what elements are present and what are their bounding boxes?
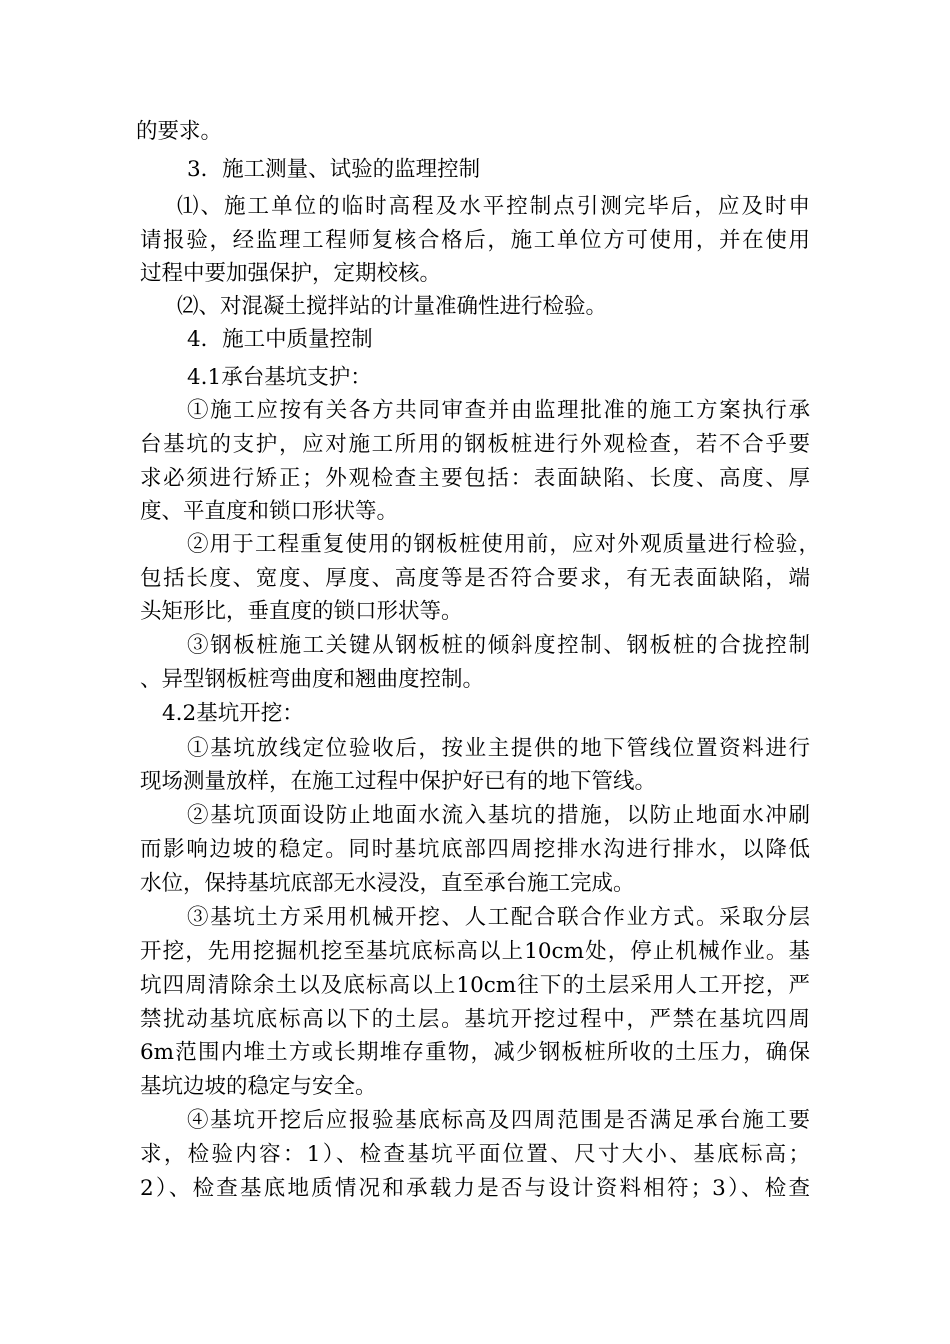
text-line: ①基坑放线定位验收后，按业主提供的地下管线位置资料进行: [187, 736, 810, 761]
text-line: ①施工应按有关各方共同审查并由监理批准的施工方案执行承: [187, 398, 810, 423]
text-line: 包括长度、宽度、厚度、高度等是否符合要求，有无表面缺陷，端: [140, 566, 810, 591]
text-line: 台基坑的支护，应对施工所用的钢板桩进行外观检查，若不合乎要: [140, 432, 810, 457]
text-line: 现场测量放样，在施工过程中保护好已有的地下管线。: [140, 769, 657, 794]
text-line: 6m范围内堆土方或长期堆存重物，减少钢板桩所收的土压力，确保: [140, 1040, 810, 1065]
text-line: 基坑边坡的稳定与安全。: [140, 1074, 377, 1099]
text-line: 的要求。: [136, 119, 223, 144]
text-line: 过程中要加强保护，定期校核。: [140, 261, 442, 286]
text-line: 而影响边坡的稳定。同时基坑底部四周挖排水沟进行排水，以降低: [140, 837, 810, 862]
text-line: 求必须进行矫正；外观检查主要包括：表面缺陷、长度、高度、厚: [140, 466, 810, 491]
text-line: ②基坑顶面设防止地面水流入基坑的措施，以防止地面水冲刷: [187, 803, 810, 828]
text-line: ⑵、对混凝土搅拌站的计量准确性进行检验。: [177, 294, 608, 319]
text-line: 度、平直度和锁口形状等。: [140, 499, 399, 524]
subsection-heading: 4.1承台基坑支护：: [187, 365, 372, 390]
text-line: 开挖，先用挖掘机挖至基坑底标高以上10cm处，停止机械作业。基: [140, 939, 810, 964]
text-line: 、异型钢板桩弯曲度和翘曲度控制。: [140, 667, 485, 692]
text-line: ④基坑开挖后应报验基底标高及四周范围是否满足承台施工要: [187, 1108, 810, 1133]
text-line: 请报验，经监理工程师复核合格后，施工单位方可使用，并在使用: [140, 228, 810, 253]
text-line: 水位，保持基坑底部无水浸没，直至承台施工完成。: [140, 871, 635, 896]
text-line: ③基坑土方采用机械开挖、人工配合联合作业方式。采取分层: [187, 905, 810, 930]
text-line: ②用于工程重复使用的钢板桩使用前，应对外观质量进行检验，: [187, 532, 820, 557]
text-line: 2）、检查基底地质情况和承载力是否与设计资料相符；3）、检查: [140, 1176, 810, 1201]
section-heading: 4．施工中质量控制: [187, 327, 373, 352]
subsection-heading: 4.2基坑开挖：: [162, 701, 304, 726]
text-line: 坑四周清除余土以及底标高以上10cm往下的土层采用人工开挖，严: [140, 973, 810, 998]
text-line: 求，检验内容：1）、检查基坑平面位置、尺寸大小、基底标高；: [140, 1142, 810, 1167]
text-line: ⑴、施工单位的临时高程及水平控制点引测完毕后，应及时申: [177, 194, 810, 219]
text-line: 禁扰动基坑底标高以下的土层。基坑开挖过程中，严禁在基坑四周: [140, 1007, 810, 1032]
text-line: ③钢板桩施工关键从钢板桩的倾斜度控制、钢板桩的合拢控制: [187, 633, 810, 658]
section-heading: 3．施工测量、试验的监理控制: [187, 157, 481, 182]
text-line: 头矩形比，垂直度的锁口形状等。: [140, 599, 463, 624]
